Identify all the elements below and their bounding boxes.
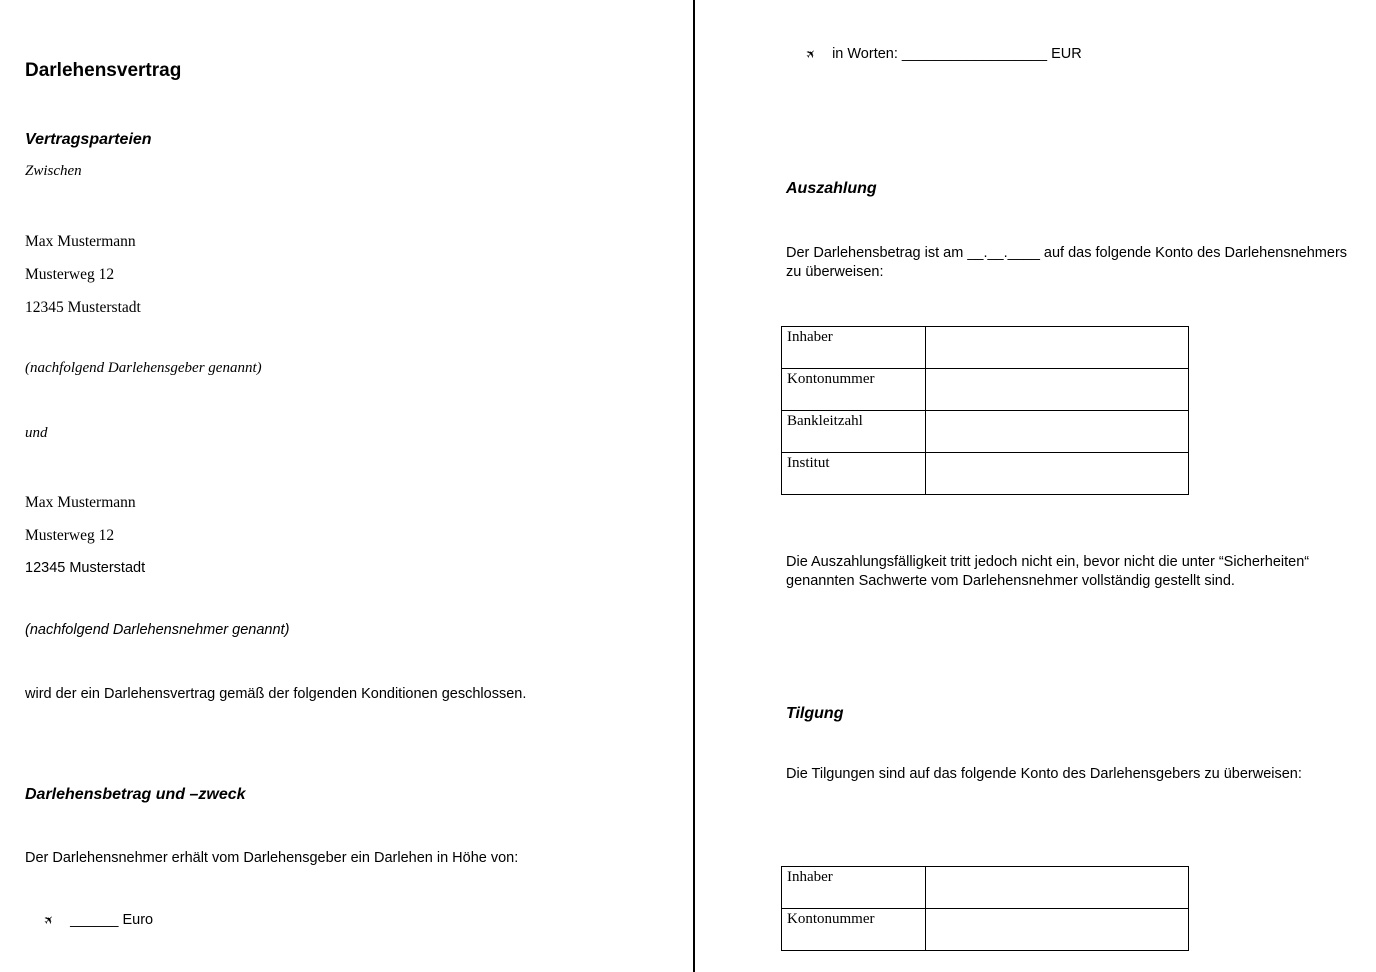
table-cell-value[interactable] <box>926 909 1189 951</box>
auszahlung-note: Die Auszahlungsfälligkeit tritt jedoch nicht ein, bevor nicht die unter “Sicherheiten“ genannten Sachwerte vom Darlehensnehmer vollständig gestellt sind. <box>786 554 1310 589</box>
lender-note: (nachfolgend Darlehensgeber genannt) <box>25 360 262 376</box>
address-line: Musterweg 12 <box>25 266 115 283</box>
connector-und: und <box>25 425 48 441</box>
borrower-address <box>25 486 145 585</box>
table-row <box>782 411 1189 453</box>
table-cell-label: Kontonummer <box>782 909 926 951</box>
table-cell-label: Institut <box>782 453 926 495</box>
page-divider <box>693 0 695 972</box>
in-worten-bullet-item <box>802 45 1082 63</box>
amount-intro: Der Darlehensnehmer erhält vom Darlehensgeber ein Darlehen in Höhe von: <box>25 850 519 866</box>
section-heading-vertragsparteien: Vertragsparteien <box>25 131 152 148</box>
address-line: 12345 Musterstadt <box>25 299 141 316</box>
address-line: Max Mustermann <box>25 233 136 250</box>
address-line: 12345 Musterstadt <box>25 560 146 576</box>
section-heading-tilgung: Tilgung <box>786 705 844 722</box>
table-cell-label: Inhaber <box>782 327 926 369</box>
table-cell-label: Bankleitzahl <box>782 411 926 453</box>
table-cell-value[interactable] <box>926 327 1189 369</box>
zwischen-label: Zwischen <box>25 163 82 179</box>
table-row <box>782 867 1189 909</box>
repayment-account-table <box>781 866 1189 951</box>
amount-bullet-item <box>40 911 154 929</box>
payout-account-table <box>781 326 1189 495</box>
auszahlung-intro: Der Darlehensbetrag ist am __.__.____ auf das folgende Konto des Darlehensnehmers zu überweisen: <box>786 245 1348 280</box>
lender-address <box>25 225 141 324</box>
address-line: Musterweg 12 <box>25 527 115 544</box>
amount-blank: ______ Euro <box>70 912 154 928</box>
table-cell-value[interactable] <box>926 867 1189 909</box>
tilgung-intro: Die Tilgungen sind auf das folgende Konto des Darlehensgebers zu überweisen: <box>786 766 1302 782</box>
borrower-note: (nachfolgend Darlehensnehmer genannt) <box>25 622 290 638</box>
table-row <box>782 327 1189 369</box>
bullet-icon: ✈ <box>802 45 820 63</box>
contract-closing-line: wird der ein Darlehensvertrag gemäß der folgenden Konditionen geschlossen. <box>25 686 527 702</box>
section-heading-darlehensbetrag: Darlehensbetrag und –zweck <box>25 786 246 803</box>
table-cell-label: Kontonummer <box>782 369 926 411</box>
address-line: Max Mustermann <box>25 494 136 511</box>
in-worten-blank: in Worten: __________________ EUR <box>832 46 1082 62</box>
document-title: Darlehensvertrag <box>25 60 182 81</box>
table-cell-value[interactable] <box>926 453 1189 495</box>
table-cell-value[interactable] <box>926 411 1189 453</box>
table-row <box>782 909 1189 951</box>
table-row <box>782 369 1189 411</box>
section-heading-auszahlung: Auszahlung <box>786 180 877 197</box>
bullet-icon: ✈ <box>40 911 58 929</box>
table-cell-label: Inhaber <box>782 867 926 909</box>
table-cell-value[interactable] <box>926 369 1189 411</box>
table-row <box>782 453 1189 495</box>
